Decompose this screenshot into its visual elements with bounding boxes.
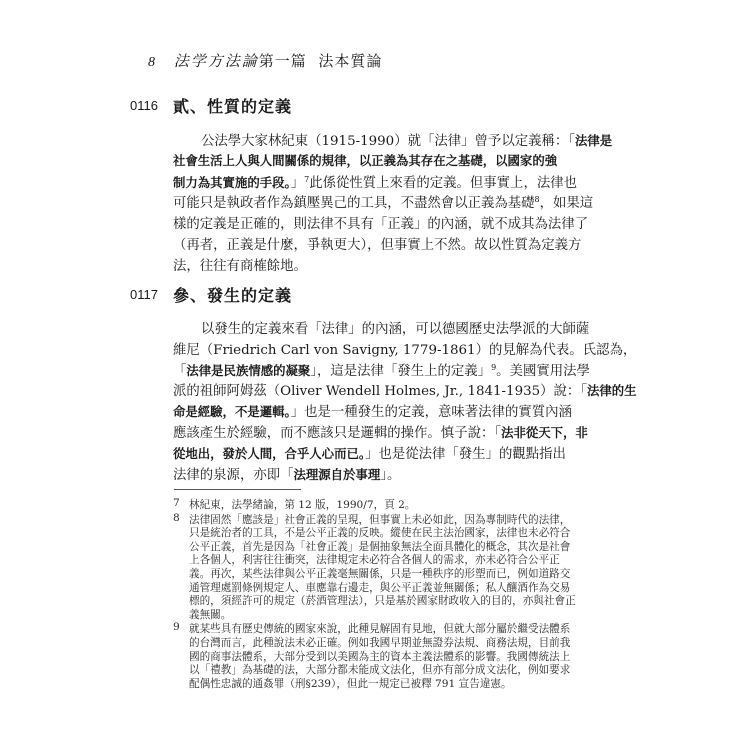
page-number: 8 [148, 55, 156, 70]
quoted-emphasis: 制力為其實施的手段。 [173, 174, 291, 190]
footnote-line: 就某些具有歷史傳統的國家來說，此種見解固有見地，但就大部分屬於繼受法體系 [189, 623, 571, 636]
text-line [173, 443, 566, 462]
footnote-line: 通管理處罰條例規定人、車應靠右邊走，與公平正義並無關係；私人釀酒作為交易 [189, 581, 571, 594]
footnote-line: 林紀東，法學緒論，第 12 版，1990/7，頁 2。 [189, 499, 416, 511]
text-run: 維尼（Friedrich Carl von Savigny, 1779-1861）的見解為代表。氏認為， [173, 342, 637, 358]
text-run: 派的祖師阿姆茲（Oliver Wendell Holmes, Jr., 1841-1935）說：「 [173, 384, 587, 400]
text-run: 」，這是法律「發生上的定義」 [310, 363, 492, 379]
text-run: 」也是一種發生的定義，意味著法律的實質內涵 [290, 405, 572, 421]
text-run: 「 [173, 363, 187, 379]
text-line [173, 380, 637, 399]
quoted-emphasis: 法非從天下，非 [501, 425, 588, 440]
quoted-emphasis: 法律的生 [587, 383, 637, 399]
footnote-line: 標的，須經許可的規定（菸酒管理法），只是基於國家財政收入的目的，亦與社會正 [189, 595, 576, 608]
quoted-emphasis: 社會生活上人與人間關係的規律，以正義為其存在之基礎，以國家的強 [173, 152, 558, 168]
quoted-emphasis: 從地出，發於人間，合乎人心而已。 [173, 445, 366, 461]
text-line [173, 360, 590, 379]
text-run: 法，往往有商榷餘地。 [173, 258, 307, 274]
footnote-line: 只是統治者的工具，不是公平正義的反映。縱使在民主法治國家，法律也未必符合 [189, 527, 571, 540]
chapter-title: 法本質論 [318, 52, 383, 70]
footnote-ref: 8 [534, 195, 540, 205]
text-run: 法律的泉源，亦即「 [173, 467, 294, 483]
book-title-calligraphy: 法学方法論 [173, 52, 259, 70]
text-line [173, 172, 577, 191]
footnote-number: 7 [173, 497, 180, 509]
section-number: 0116 [130, 98, 158, 113]
text-line [201, 130, 612, 149]
quoted-emphasis: 法律是 [574, 133, 613, 148]
text-run: 。美國實用法學 [496, 363, 590, 379]
text-line [173, 255, 307, 274]
text-line [201, 318, 589, 337]
text-run: 公法學大家林紀東（1915-1990）就「法律」曾予以定義稱：「 [201, 134, 575, 149]
text-run: 」也是從法律「發生」的觀點指出 [365, 446, 566, 462]
footnote-number: 9 [173, 621, 180, 634]
text-run: 以發生的定義來看「法律」的內涵，可以德國歷史法學派的大師薩 [201, 322, 590, 337]
text-run: 」 [290, 175, 305, 191]
quoted-emphasis: 命是經驗，不是邏輯。 [173, 404, 291, 420]
running-header [148, 50, 382, 71]
quoted-emphasis: 法理源自於事理 [293, 466, 381, 482]
footnote-line: 國的商事法體系，大部分受到以美國為主的資本主義法體系的影響。我國傳統法上 [189, 650, 571, 663]
footnote-ref: 9 [491, 362, 497, 372]
footnote-separator [174, 489, 301, 490]
quoted-emphasis: 法律是民族情感的凝聚 [186, 362, 311, 378]
text-run: ，如果這 [539, 196, 594, 212]
text-line [173, 464, 400, 483]
footnote-line: 以「禮教」為基礎的法，大部分都未能成文法化，但亦有部分成文法化，例如要求 [189, 664, 571, 677]
footnote-line: 義無關。 [189, 608, 232, 621]
footnote-line: 法律固然「應該是」社會正義的呈現，但事實上未必如此，因為專制時代的法律， [189, 513, 571, 526]
footnote-number: 8 [173, 511, 180, 524]
text-line [173, 234, 581, 253]
text-line [173, 151, 557, 169]
text-run: 此係從性質上來看的定義。但事實上，法律也 [309, 175, 578, 191]
text-line [173, 401, 572, 420]
text-run: （再者，正義是什麼，爭執更大），但事實上不然。故以性質為定義方 [173, 238, 582, 253]
part-label: 第一篇 [258, 52, 307, 70]
footnote-line: 上各個人，利害往往衝突，法律規定未必符合各個人的需求，亦未必符合公平正 [189, 554, 560, 567]
text-run: 可能只是執政者作為鎮壓異己的工具，不盡然會以正義為基礎 [173, 196, 535, 212]
section-heading: 參、發生的定義 [173, 286, 293, 305]
footnote-line: 義。再次，某些法律與公平正義毫無關係，只是一種秩序的形塑而已，例如道路交 [189, 567, 571, 580]
text-line [173, 339, 636, 358]
text-line [173, 192, 593, 211]
text-run: 樣的定義是正確的，則法律不具有「正義」的內涵，就不成其為法律了 [173, 217, 589, 233]
text-run: 」。 [380, 467, 401, 483]
footnote-line: 公平正義，首先是因為「社會正義」是個抽象無法全面具體化的概念，其次是社會 [189, 540, 571, 553]
footnote-ref: 7 [304, 174, 310, 184]
section-number: 0117 [130, 287, 158, 302]
footnote-line: 配偶性忠誠的通姦罪（刑§239），但此一規定已被釋 791 宣告違憲。 [189, 677, 512, 690]
text-run: 應該產生於經驗，而不應該只是邏輯的操作。慎子說：「 [173, 426, 502, 441]
text-line [173, 422, 588, 441]
text-line [173, 213, 588, 232]
footnote-line: 的台灣而言，此種說法未必正確。例如我國早期並無證券法規、商務法規，目前我 [189, 636, 571, 649]
section-heading: 貳、性質的定義 [173, 97, 293, 116]
